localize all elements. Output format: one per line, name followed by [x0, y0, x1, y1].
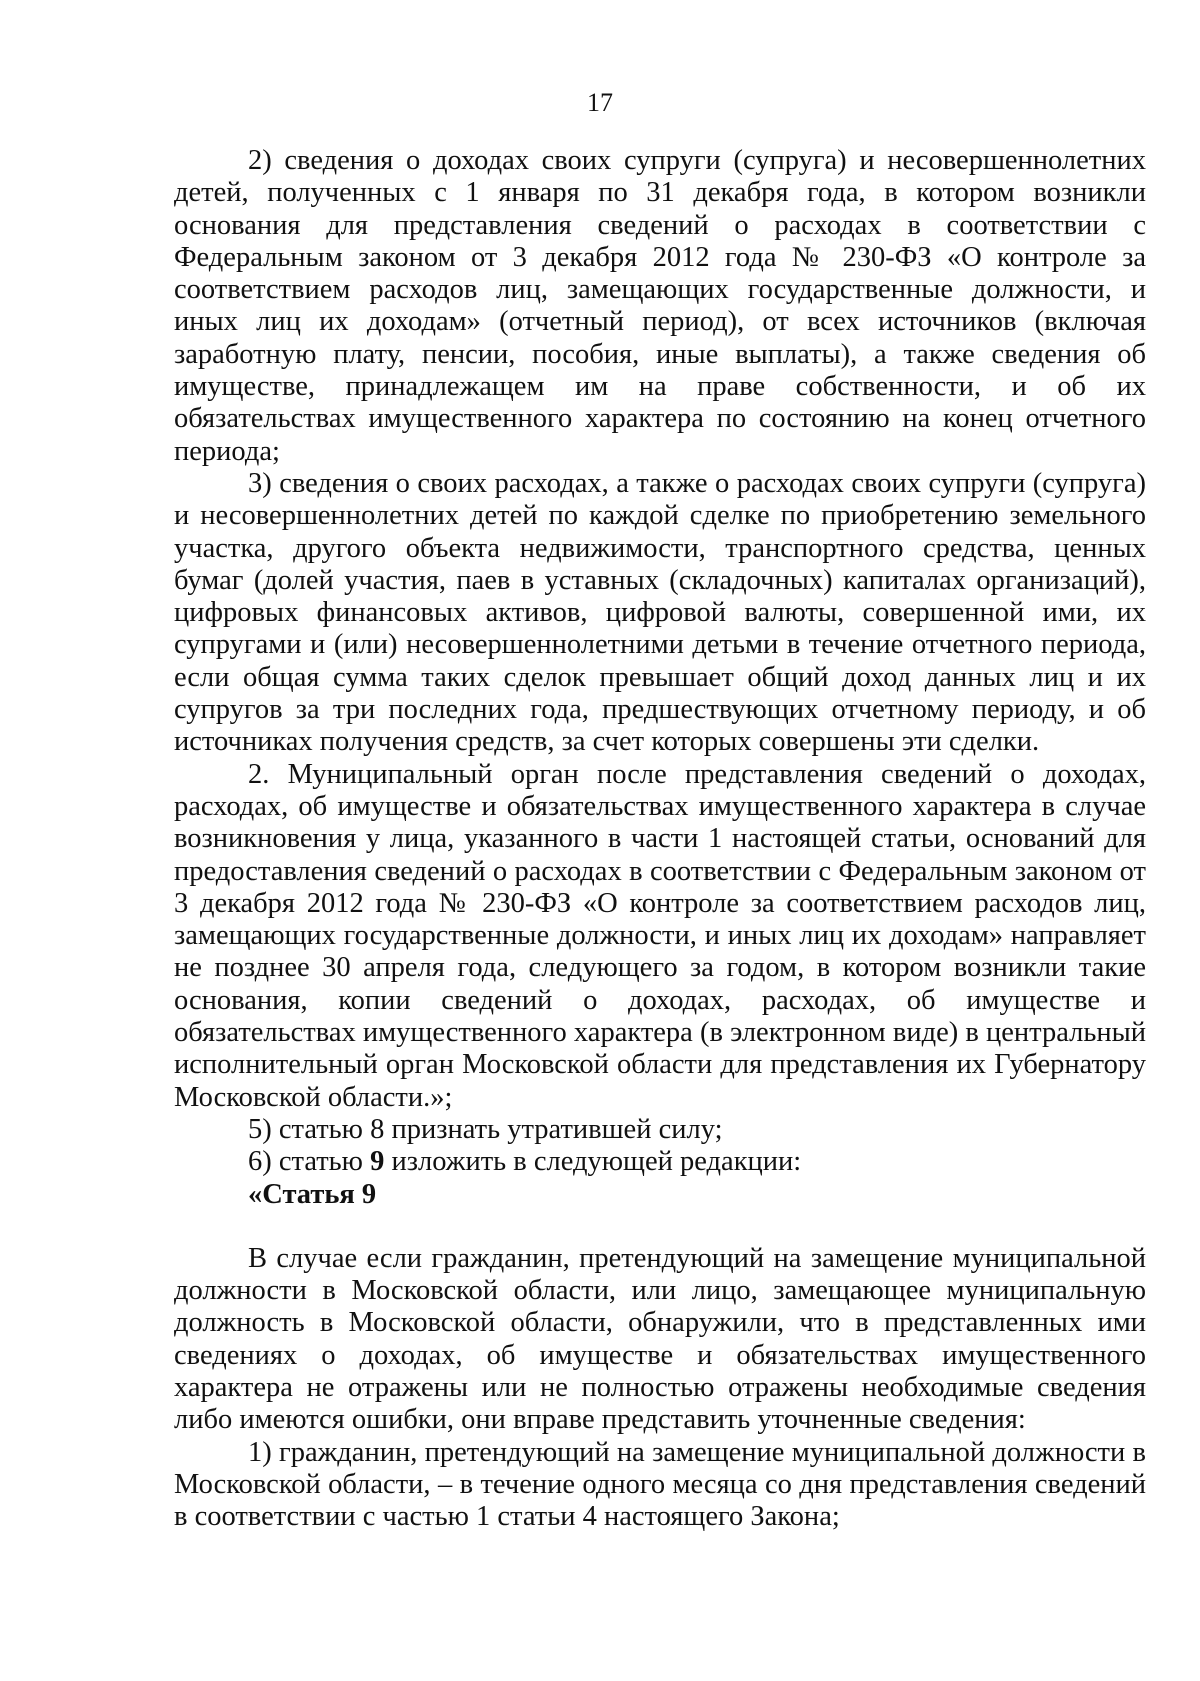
paragraph-item-5: 5) статью 8 признать утратившей силу; [248, 1113, 723, 1145]
paragraph-item-2: 2) сведения о доходах своих супруги (супруга) и несовершеннолетних детей, полученных с 1 января по 31 декабря года, в котором возникли основания для представления сведений о расходах в соответствии с Федеральным законом от 3 декабря 2012 года № 230-ФЗ «О контроле за соответствием расходов лиц, замещающих государственные должности, и иных лиц их доходам» (отчетный период), от всех источников (включая заработную плату, пенсии, пособия, иные выплаты), а также сведения об имуществе, принадлежащем им на праве собственности, и об их обязательствах имущественного характера по состоянию на конец отчетного периода; [174, 145, 1146, 467]
paragraph-item-6-end: изложить в следующей редакции: [384, 1146, 802, 1178]
document-body [174, 145, 1146, 1533]
article-number-bold: 9 [370, 1146, 385, 1178]
paragraph-item-6 [174, 1146, 1146, 1178]
paragraph-article-9-item-1: 1) гражданин, претендующий на замещение муниципальной должности в Московской области, – в течение одного месяца со дня представления сведений в соответствии с частью 1 статьи 4 настоящего Закона; [174, 1436, 1146, 1533]
paragraph-item-6-start: 6) статью [248, 1146, 371, 1178]
paragraph-article-9-intro: В случае если гражданин, претендующий на замещение муниципальной должности в Московской области, или лицо, замещающее муниципальную должность в Московской области, обнаружили, что в представленных ими сведениях о доходах, об имуществе и обязательствах имущественного характера не отражены или не полностью отражены необходимые сведения либо имеются ошибки, они вправе представить уточненные сведения: [174, 1242, 1146, 1436]
paragraph-part-2: 2. Муниципальный орган после представления сведений о доходах, расходах, об имуществе и обязательствах имущественного характера в случае возникновения у лица, указанного в части 1 настоящей статьи, оснований для предоставления сведений о расходах в соответствии с Федеральным законом от 3 декабря 2012 года № 230-ФЗ «О контроле за соответствием расходов лиц, замещающих государственные должности, и иных лиц их доходам» направляет не позднее 30 апреля года, следующего за годом, в котором возникли такие основания, копии сведений о доходах, расходах, об имуществе и обязательствах имущественного характера (в электронном виде) в центральный исполнительный орган Московской области для представления их Губернатору Московской области.»; [174, 758, 1146, 1113]
paragraph-item-3: 3) сведения о своих расходах, а также о расходах своих супруги (супруга) и несовершеннолетних детей по каждой сделке по приобретению земельного участка, другого объекта недвижимости, транспортного средства, ценных бумаг (долей участия, паев в уставных (складочных) капиталах организаций), цифровых финансовых активов, цифровой валюты, совершенной ими, их супругами и (или) несовершеннолетними детьми в течение отчетного периода, если общая сумма таких сделок превышает общий доход данных лиц и их супругов за три последних года, предшествующих отчетному периоду, и об источниках получения средств, за счет которых совершены эти сделки. [174, 467, 1146, 758]
article-heading: «Статья 9 [248, 1178, 377, 1210]
page-number: 17 [587, 88, 613, 117]
